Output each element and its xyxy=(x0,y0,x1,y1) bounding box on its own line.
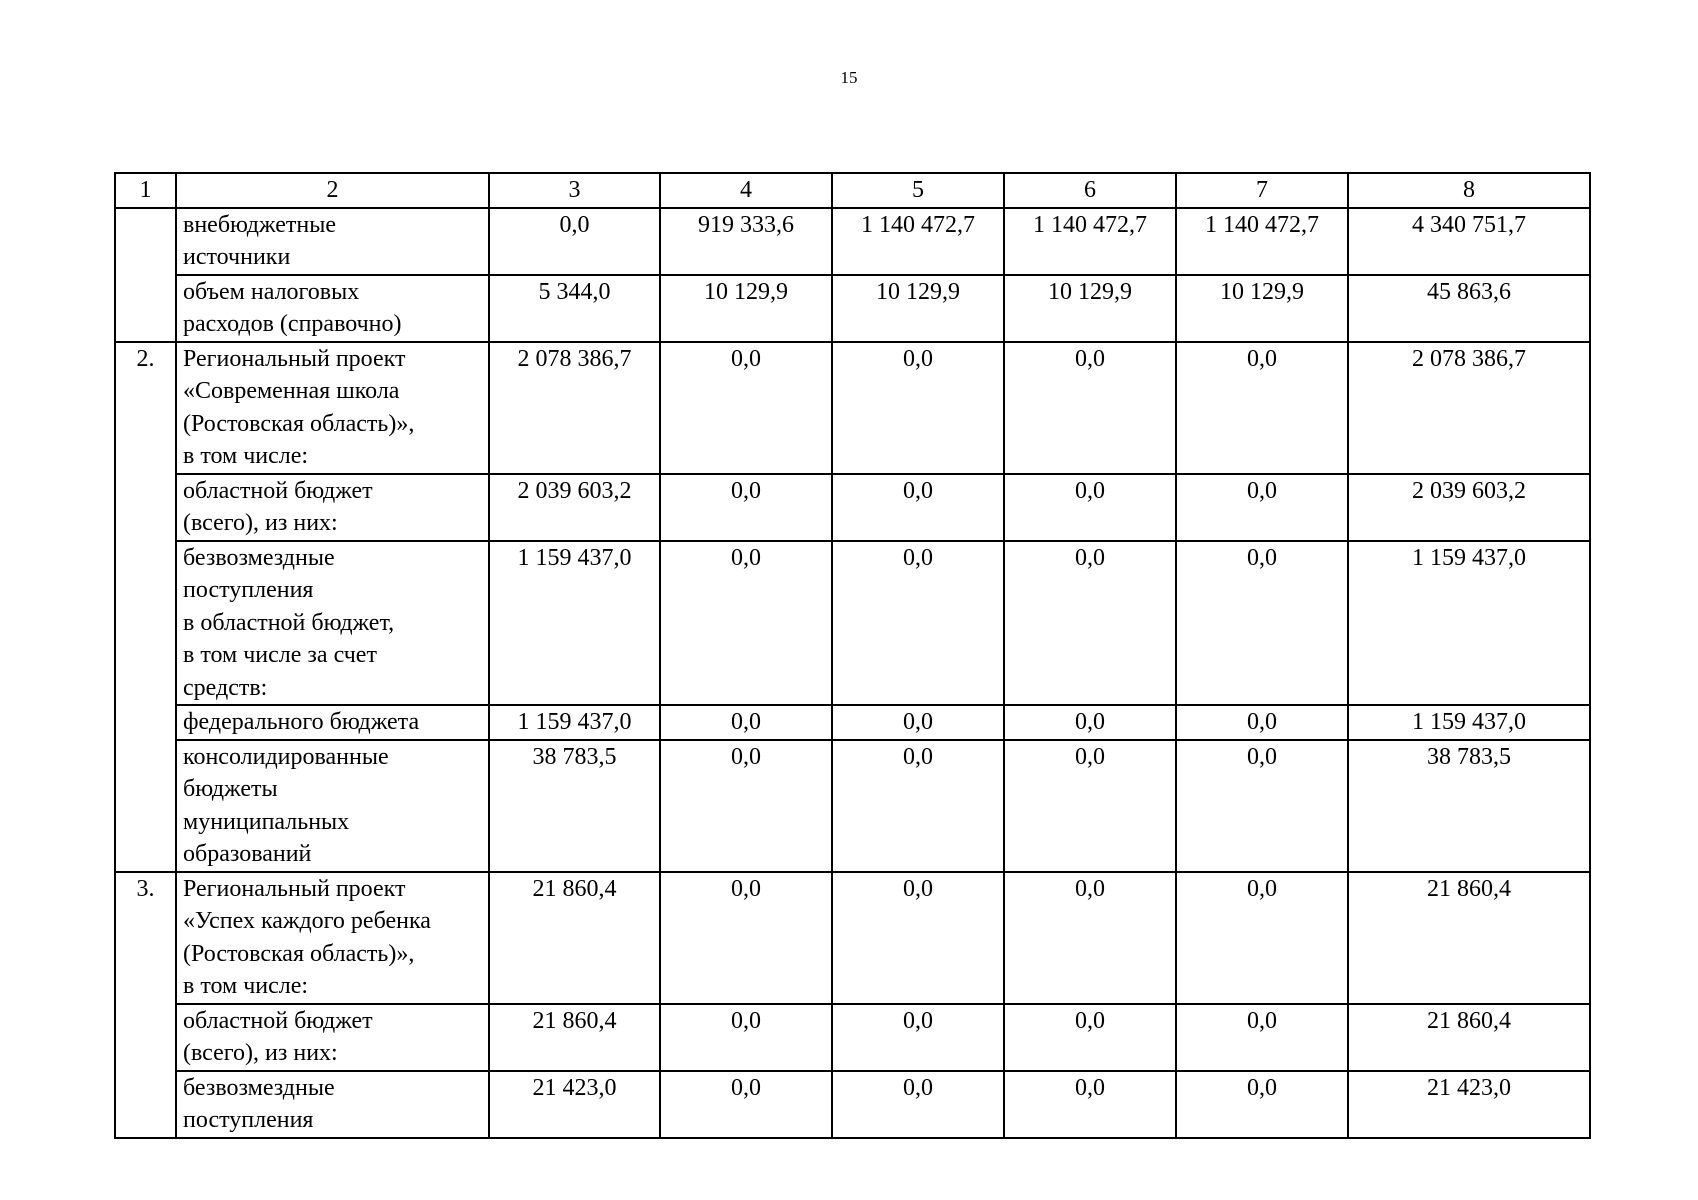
table-row xyxy=(115,705,1590,740)
column-number: 1 xyxy=(115,173,176,208)
value-cell: 0,0 xyxy=(660,1004,832,1071)
value-cell: 1 159 437,0 xyxy=(1348,541,1590,706)
row-label xyxy=(176,872,489,1004)
value-cell: 1 140 472,7 xyxy=(1004,208,1176,275)
row-label-line: «Успех каждого ребенка xyxy=(183,908,431,934)
row-label-line: бюджеты xyxy=(183,776,278,802)
page-number: 15 xyxy=(840,68,858,87)
value-cell: 21 860,4 xyxy=(489,872,660,1004)
value-cell: 5 344,0 xyxy=(489,275,660,342)
row-index xyxy=(115,208,176,342)
table-row xyxy=(115,1071,1590,1138)
value-cell: 0,0 xyxy=(832,705,1004,740)
value-cell: 2 078 386,7 xyxy=(1348,342,1590,474)
value-cell: 0,0 xyxy=(1004,705,1176,740)
value-cell: 1 159 437,0 xyxy=(489,541,660,706)
value-cell: 0,0 xyxy=(1004,740,1176,872)
value-cell: 2 078 386,7 xyxy=(489,342,660,474)
value-cell: 21 423,0 xyxy=(489,1071,660,1138)
value-cell: 0,0 xyxy=(1176,705,1348,740)
column-number: 5 xyxy=(832,173,1004,208)
value-cell: 2 039 603,2 xyxy=(1348,474,1590,541)
row-label-line: в том числе: xyxy=(183,973,309,999)
value-cell: 1 140 472,7 xyxy=(832,208,1004,275)
value-cell: 0,0 xyxy=(1176,541,1348,706)
table-row xyxy=(115,740,1590,872)
row-label xyxy=(176,541,489,706)
value-cell: 2 039 603,2 xyxy=(489,474,660,541)
value-cell: 45 863,6 xyxy=(1348,275,1590,342)
value-cell: 21 860,4 xyxy=(1348,872,1590,1004)
row-label xyxy=(176,275,489,342)
value-cell: 0,0 xyxy=(1176,1004,1348,1071)
row-index: 3. xyxy=(115,872,176,1138)
row-label xyxy=(176,342,489,474)
value-cell: 0,0 xyxy=(660,541,832,706)
value-cell: 0,0 xyxy=(1004,541,1176,706)
row-label xyxy=(176,1071,489,1138)
row-label-line: (Ростовская область)», xyxy=(183,410,415,437)
value-cell: 919 333,6 xyxy=(660,208,832,275)
value-cell: 0,0 xyxy=(660,740,832,872)
value-cell: 38 783,5 xyxy=(1348,740,1590,872)
row-label-line: объем налоговых xyxy=(183,278,360,305)
row-label-line: расходов (справочно) xyxy=(183,311,402,337)
value-cell: 1 159 437,0 xyxy=(489,705,660,740)
row-label xyxy=(176,208,489,275)
value-cell: 0,0 xyxy=(1004,872,1176,1004)
row-label-line: в том числе за счет xyxy=(183,642,377,668)
value-cell: 0,0 xyxy=(832,740,1004,872)
column-number: 2 xyxy=(176,173,489,208)
row-label-line: безвозмездные xyxy=(183,544,335,571)
row-label-line: Региональный проект xyxy=(183,875,406,902)
value-cell: 0,0 xyxy=(1004,1004,1176,1071)
row-label-line: образований xyxy=(183,841,312,867)
value-cell: 0,0 xyxy=(1176,474,1348,541)
value-cell: 10 129,9 xyxy=(1176,275,1348,342)
table-row xyxy=(115,275,1590,342)
column-number-row xyxy=(115,173,1590,208)
value-cell: 0,0 xyxy=(1004,1071,1176,1138)
value-cell: 0,0 xyxy=(1004,342,1176,474)
row-label xyxy=(176,1004,489,1071)
row-label-line: (всего), из них: xyxy=(183,510,338,536)
row-label-line: безвозмездные xyxy=(183,1074,335,1101)
row-label xyxy=(176,740,489,872)
row-label-line: (Ростовская область)», xyxy=(183,940,415,967)
value-cell: 0,0 xyxy=(1176,342,1348,474)
column-number: 8 xyxy=(1348,173,1590,208)
value-cell: 0,0 xyxy=(660,342,832,474)
column-number: 4 xyxy=(660,173,832,208)
value-cell: 0,0 xyxy=(1004,474,1176,541)
value-cell: 0,0 xyxy=(660,474,832,541)
value-cell: 0,0 xyxy=(832,872,1004,1004)
row-label xyxy=(176,474,489,541)
row-label-line: источники xyxy=(183,244,291,270)
row-label-line: (всего), из них: xyxy=(183,1040,338,1066)
column-number: 7 xyxy=(1176,173,1348,208)
value-cell: 1 159 437,0 xyxy=(1348,705,1590,740)
value-cell: 0,0 xyxy=(832,1071,1004,1138)
value-cell: 1 140 472,7 xyxy=(1176,208,1348,275)
row-label-line: областной бюджет xyxy=(183,1007,373,1034)
value-cell: 0,0 xyxy=(832,474,1004,541)
table-row xyxy=(115,1004,1590,1071)
row-label-line: в том числе: xyxy=(183,443,309,469)
row-label xyxy=(176,705,489,740)
table-row xyxy=(115,474,1590,541)
row-label-line: поступления xyxy=(183,1107,314,1133)
row-label-line: поступления xyxy=(183,577,314,603)
row-label-line: «Современная школа xyxy=(183,378,400,404)
value-cell: 10 129,9 xyxy=(1004,275,1176,342)
value-cell: 0,0 xyxy=(660,1071,832,1138)
row-label-line: в областной бюджет, xyxy=(183,609,395,636)
value-cell: 0,0 xyxy=(660,705,832,740)
table-row xyxy=(115,208,1590,275)
value-cell: 0,0 xyxy=(1176,872,1348,1004)
budget-table xyxy=(114,172,1591,1139)
table-row xyxy=(115,541,1590,706)
row-label-line: областной бюджет xyxy=(183,477,373,504)
row-label-line: Региональный проект xyxy=(183,345,406,372)
value-cell: 21 860,4 xyxy=(489,1004,660,1071)
row-index: 2. xyxy=(115,342,176,872)
value-cell: 0,0 xyxy=(832,541,1004,706)
row-label-line: внебюджетные xyxy=(183,211,336,238)
value-cell: 0,0 xyxy=(1176,1071,1348,1138)
row-label-line: муниципальных xyxy=(183,808,350,835)
value-cell: 38 783,5 xyxy=(489,740,660,872)
column-number: 6 xyxy=(1004,173,1176,208)
column-number: 3 xyxy=(489,173,660,208)
value-cell: 10 129,9 xyxy=(660,275,832,342)
table-row xyxy=(115,872,1590,1004)
table-row xyxy=(115,342,1590,474)
value-cell: 0,0 xyxy=(832,342,1004,474)
row-label-line: федерального бюджета xyxy=(183,709,420,735)
row-label-line: консолидированные xyxy=(183,743,389,770)
value-cell: 10 129,9 xyxy=(832,275,1004,342)
value-cell: 0,0 xyxy=(1176,740,1348,872)
value-cell: 0,0 xyxy=(832,1004,1004,1071)
value-cell: 0,0 xyxy=(489,208,660,275)
row-label-line: средств: xyxy=(183,674,268,701)
value-cell: 21 860,4 xyxy=(1348,1004,1590,1071)
value-cell: 21 423,0 xyxy=(1348,1071,1590,1138)
value-cell: 0,0 xyxy=(660,872,832,1004)
value-cell: 4 340 751,7 xyxy=(1348,208,1590,275)
